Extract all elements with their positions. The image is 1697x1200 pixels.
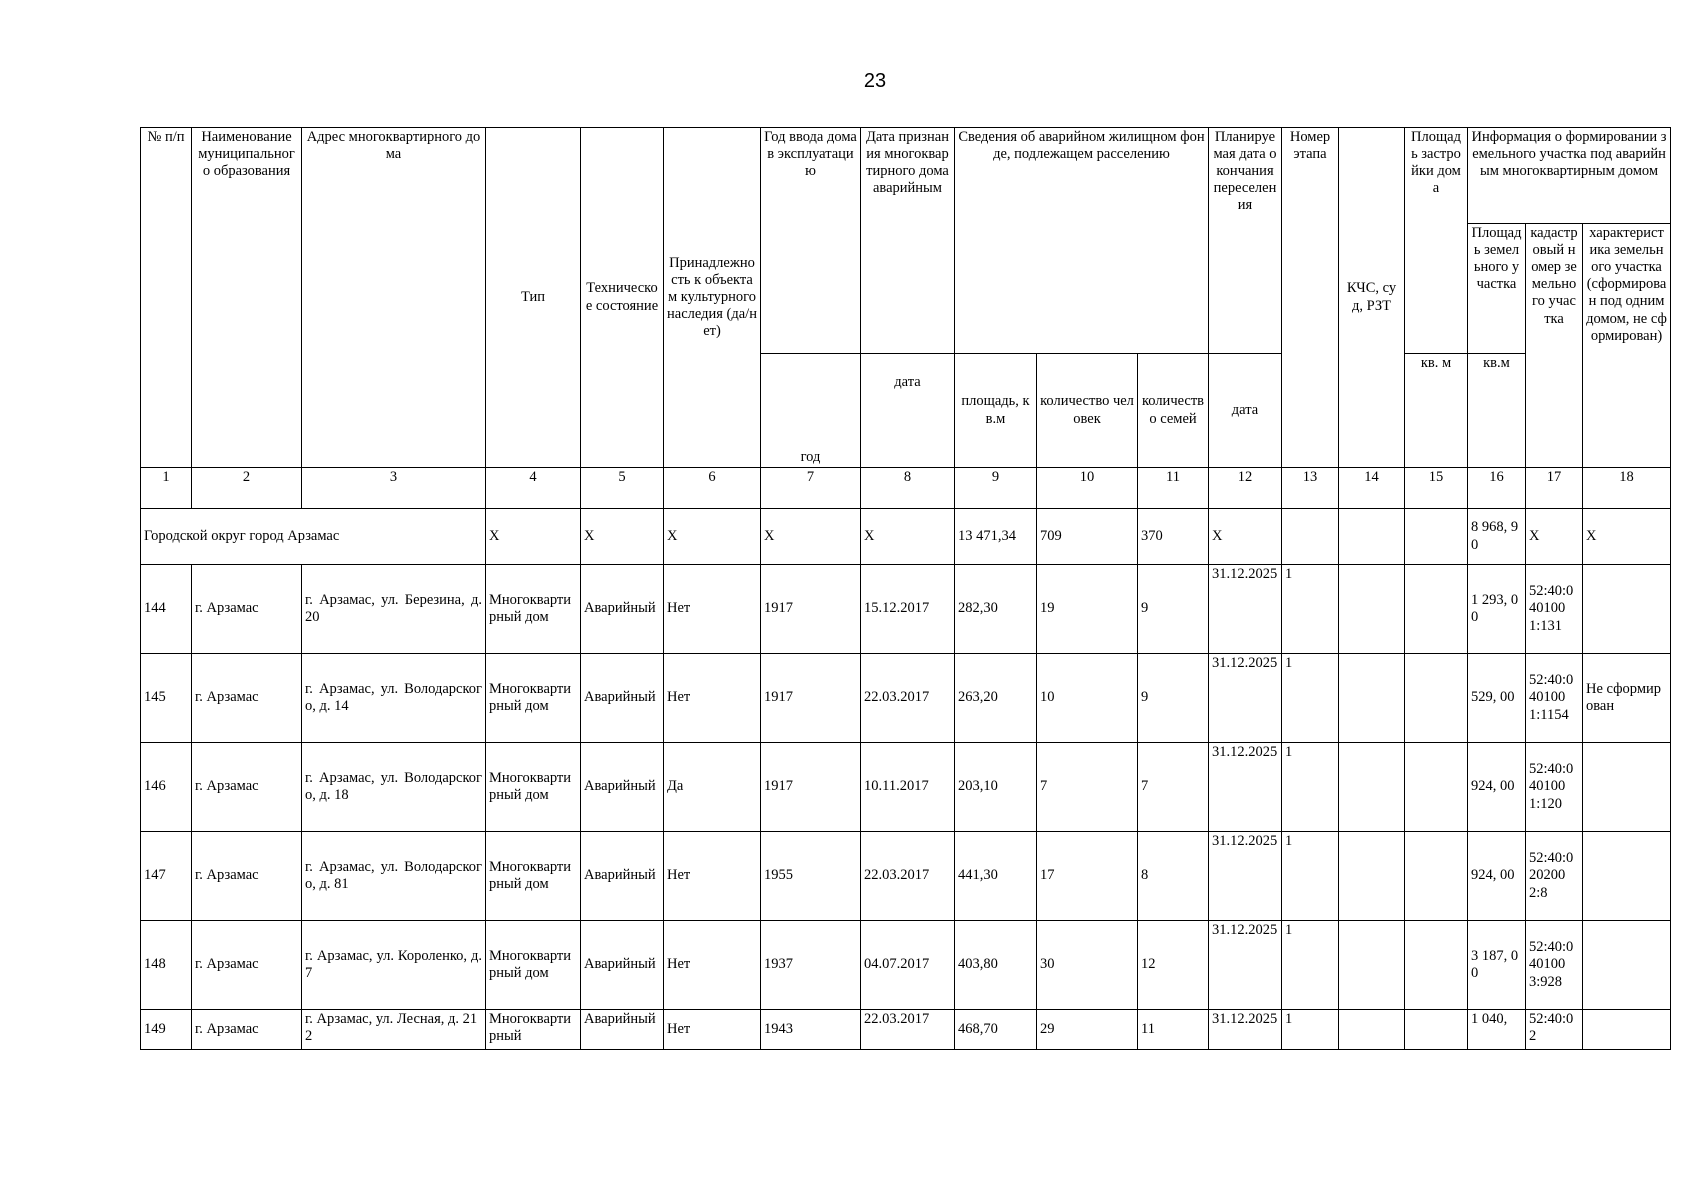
row-state: Аварийный — [581, 921, 664, 1010]
row-cadastre: 52:40:040100 1:131 — [1526, 565, 1583, 654]
col-number: 18 — [1583, 468, 1671, 509]
row-cadastre: 52:40:040100 1:120 — [1526, 743, 1583, 832]
header-land-area: Площадь земельного участка — [1468, 224, 1526, 354]
row-year: 1917 — [761, 743, 861, 832]
row-stage: 1 — [1282, 1010, 1339, 1050]
row-cadastre: 52:40:020200 2:8 — [1526, 832, 1583, 921]
header-cadastre: кадастровый номер земельного участка — [1526, 224, 1583, 468]
row-area: 203,10 — [955, 743, 1037, 832]
summary-land-area: 8 968, 90 — [1468, 509, 1526, 565]
header-planned-date-sub: дата — [1209, 354, 1282, 468]
row-date: 22.03.2017 — [861, 832, 955, 921]
summary-people: 709 — [1037, 509, 1138, 565]
row-families: 7 — [1138, 743, 1209, 832]
row-land-char — [1583, 832, 1671, 921]
header-recognition-date: Дата признания многоквартирного дома аварийным — [861, 128, 955, 354]
row-land-char: Не сформирован — [1583, 654, 1671, 743]
row-area: 403,80 — [955, 921, 1037, 1010]
row-cadastre: 52:40:040100 1:1154 — [1526, 654, 1583, 743]
row-state: Аварийный — [581, 743, 664, 832]
row-kchs — [1339, 743, 1405, 832]
row-plan-date: 31.12.2025 — [1209, 654, 1282, 743]
row-built-area — [1405, 565, 1468, 654]
col-number: 14 — [1339, 468, 1405, 509]
row-land-area: 924, 00 — [1468, 832, 1526, 921]
row-people: 30 — [1037, 921, 1138, 1010]
header-kchs: КЧС, суд, РЗТ — [1339, 128, 1405, 468]
header-date-sub: дата — [861, 354, 955, 468]
summary-cell: X — [761, 509, 861, 565]
header-stage: Номер этапа — [1282, 128, 1339, 468]
row-plan-date: 31.12.2025 — [1209, 832, 1282, 921]
col-number: 12 — [1209, 468, 1282, 509]
col-number: 11 — [1138, 468, 1209, 509]
row-date: 15.12.2017 — [861, 565, 955, 654]
col-number: 2 — [192, 468, 302, 509]
summary-cell: X — [581, 509, 664, 565]
row-plan-date: 31.12.2025 — [1209, 921, 1282, 1010]
col-number: 17 — [1526, 468, 1583, 509]
col-number: 5 — [581, 468, 664, 509]
header-row-1 — [141, 128, 1671, 224]
row-plan-date: 31.12.2025 — [1209, 565, 1282, 654]
row-stage: 1 — [1282, 921, 1339, 1010]
row-built-area — [1405, 654, 1468, 743]
row-number: 145 — [141, 654, 192, 743]
row-land-area: 1 040, — [1468, 1010, 1526, 1050]
row-land-area: 1 293, 00 — [1468, 565, 1526, 654]
header-tech-state: Техническое состояние — [581, 128, 664, 468]
header-heritage: Принадлежность к объектам культурного наследия (да/нет) — [664, 128, 761, 468]
row-year: 1955 — [761, 832, 861, 921]
row-land-area: 529, 00 — [1468, 654, 1526, 743]
row-stage: 1 — [1282, 565, 1339, 654]
page-number: 23 — [863, 70, 887, 92]
row-area: 441,30 — [955, 832, 1037, 921]
row-built-area — [1405, 832, 1468, 921]
row-families: 9 — [1138, 565, 1209, 654]
header-municipality: Наименование муниципального образования — [192, 128, 302, 468]
col-number: 4 — [486, 468, 581, 509]
row-heritage: Нет — [664, 565, 761, 654]
table-row — [141, 921, 1671, 1010]
header-num: № п/п — [141, 128, 192, 468]
row-stage: 1 — [1282, 832, 1339, 921]
col-number: 16 — [1468, 468, 1526, 509]
header-housing-group: Сведения об аварийном жилищном фонде, подлежащем расселению — [955, 128, 1209, 354]
row-families: 11 — [1138, 1010, 1209, 1050]
row-families: 12 — [1138, 921, 1209, 1010]
row-people: 10 — [1037, 654, 1138, 743]
row-kchs — [1339, 1010, 1405, 1050]
row-kchs — [1339, 832, 1405, 921]
table-row — [141, 832, 1671, 921]
row-area: 468,70 — [955, 1010, 1037, 1050]
header-year: Год ввода дома в эксплуатацию — [761, 128, 861, 354]
row-number: 146 — [141, 743, 192, 832]
col-number: 8 — [861, 468, 955, 509]
header-built-area: Площадь застройки дома — [1405, 128, 1468, 354]
row-stage: 1 — [1282, 654, 1339, 743]
row-address: г. Арзамас, ул. Володарского, д. 14 — [302, 654, 486, 743]
row-land-area: 3 187, 00 — [1468, 921, 1526, 1010]
row-type: Многоквартирный — [486, 1010, 581, 1050]
col-number: 13 — [1282, 468, 1339, 509]
summary-cell: X — [664, 509, 761, 565]
row-municipality: г. Арзамас — [192, 743, 302, 832]
summary-cell: X — [1209, 509, 1282, 565]
column-number-row — [141, 468, 1671, 509]
summary-families: 370 — [1138, 509, 1209, 565]
col-number: 6 — [664, 468, 761, 509]
col-number: 15 — [1405, 468, 1468, 509]
table-row — [141, 565, 1671, 654]
row-date: 04.07.2017 — [861, 921, 955, 1010]
row-type: Многоквартирный дом — [486, 921, 581, 1010]
summary-row — [141, 509, 1671, 565]
row-people: 29 — [1037, 1010, 1138, 1050]
row-families: 9 — [1138, 654, 1209, 743]
summary-cell — [1282, 509, 1339, 565]
row-families: 8 — [1138, 832, 1209, 921]
col-number: 7 — [761, 468, 861, 509]
header-families: количество семей — [1138, 354, 1209, 468]
row-stage: 1 — [1282, 743, 1339, 832]
row-cadastre: 52:40:02 — [1526, 1010, 1583, 1050]
row-address: г. Арзамас, ул. Березина, д. 20 — [302, 565, 486, 654]
summary-cell: X — [861, 509, 955, 565]
row-land-char — [1583, 921, 1671, 1010]
row-year: 1943 — [761, 1010, 861, 1050]
row-built-area — [1405, 921, 1468, 1010]
row-type: Многоквартирный дом — [486, 654, 581, 743]
summary-cell — [1405, 509, 1468, 565]
row-date: 22.03.2017 — [861, 1010, 955, 1050]
row-heritage: Нет — [664, 832, 761, 921]
row-type: Многоквартирный дом — [486, 832, 581, 921]
row-kchs — [1339, 654, 1405, 743]
row-municipality: г. Арзамас — [192, 654, 302, 743]
row-area: 282,30 — [955, 565, 1037, 654]
summary-name: Городской округ город Арзамас — [141, 509, 486, 565]
col-number: 1 — [141, 468, 192, 509]
row-built-area — [1405, 743, 1468, 832]
row-built-area — [1405, 1010, 1468, 1050]
row-number: 144 — [141, 565, 192, 654]
table-row — [141, 1010, 1671, 1050]
row-land-area: 924, 00 — [1468, 743, 1526, 832]
summary-area: 13 471,34 — [955, 509, 1037, 565]
row-land-char — [1583, 565, 1671, 654]
row-type: Многоквартирный дом — [486, 743, 581, 832]
row-state: Аварийный — [581, 654, 664, 743]
table-row — [141, 654, 1671, 743]
row-address: г. Арзамас, ул. Лесная, д. 212 — [302, 1010, 486, 1050]
row-land-char — [1583, 743, 1671, 832]
row-year: 1917 — [761, 654, 861, 743]
row-state: Аварийный — [581, 1010, 664, 1050]
header-land-char: характеристика земельного участка (сформирован под одним домом, не сформирован) — [1583, 224, 1671, 468]
row-kchs — [1339, 921, 1405, 1010]
row-cadastre: 52:40:040100 3:928 — [1526, 921, 1583, 1010]
header-type: Тип — [486, 128, 581, 468]
col-number: 10 — [1037, 468, 1138, 509]
row-heritage: Нет — [664, 921, 761, 1010]
row-state: Аварийный — [581, 832, 664, 921]
header-built-area-sub: кв. м — [1405, 354, 1468, 468]
row-people: 7 — [1037, 743, 1138, 832]
row-address: г. Арзамас, ул. Володарского, д. 81 — [302, 832, 486, 921]
summary-cell: X — [1526, 509, 1583, 565]
row-year: 1937 — [761, 921, 861, 1010]
row-number: 147 — [141, 832, 192, 921]
header-area: площадь, кв.м — [955, 354, 1037, 468]
row-municipality: г. Арзамас — [192, 565, 302, 654]
summary-cell: X — [486, 509, 581, 565]
row-year: 1917 — [761, 565, 861, 654]
header-planned-date: Планируемая дата окончания переселения — [1209, 128, 1282, 354]
row-municipality: г. Арзамас — [192, 921, 302, 1010]
row-people: 17 — [1037, 832, 1138, 921]
col-number: 3 — [302, 468, 486, 509]
row-type: Многоквартирный дом — [486, 565, 581, 654]
row-municipality: г. Арзамас — [192, 832, 302, 921]
row-municipality: г. Арзамас — [192, 1010, 302, 1050]
row-heritage: Нет — [664, 654, 761, 743]
row-number: 148 — [141, 921, 192, 1010]
row-plan-date: 31.12.2025 — [1209, 743, 1282, 832]
row-heritage: Да — [664, 743, 761, 832]
header-land-group: Информация о формировании земельного участка под аварийным многоквартирным домом — [1468, 128, 1671, 224]
row-address: г. Арзамас, ул. Короленко, д. 7 — [302, 921, 486, 1010]
summary-cell: X — [1583, 509, 1671, 565]
row-people: 19 — [1037, 565, 1138, 654]
header-year-sub: год — [761, 354, 861, 468]
header-people: количество человек — [1037, 354, 1138, 468]
row-area: 263,20 — [955, 654, 1037, 743]
row-land-char — [1583, 1010, 1671, 1050]
table-row — [141, 743, 1671, 832]
row-plan-date: 31.12.2025 — [1209, 1010, 1282, 1050]
row-heritage: Нет — [664, 1010, 761, 1050]
summary-cell — [1339, 509, 1405, 565]
header-land-area-sub: кв.м — [1468, 354, 1526, 468]
col-number: 9 — [955, 468, 1037, 509]
emergency-housing-table — [140, 127, 1671, 1050]
row-date: 10.11.2017 — [861, 743, 955, 832]
row-address: г. Арзамас, ул. Володарского, д. 18 — [302, 743, 486, 832]
row-date: 22.03.2017 — [861, 654, 955, 743]
header-address: Адрес многоквартирного дома — [302, 128, 486, 468]
row-kchs — [1339, 565, 1405, 654]
row-number: 149 — [141, 1010, 192, 1050]
row-state: Аварийный — [581, 565, 664, 654]
